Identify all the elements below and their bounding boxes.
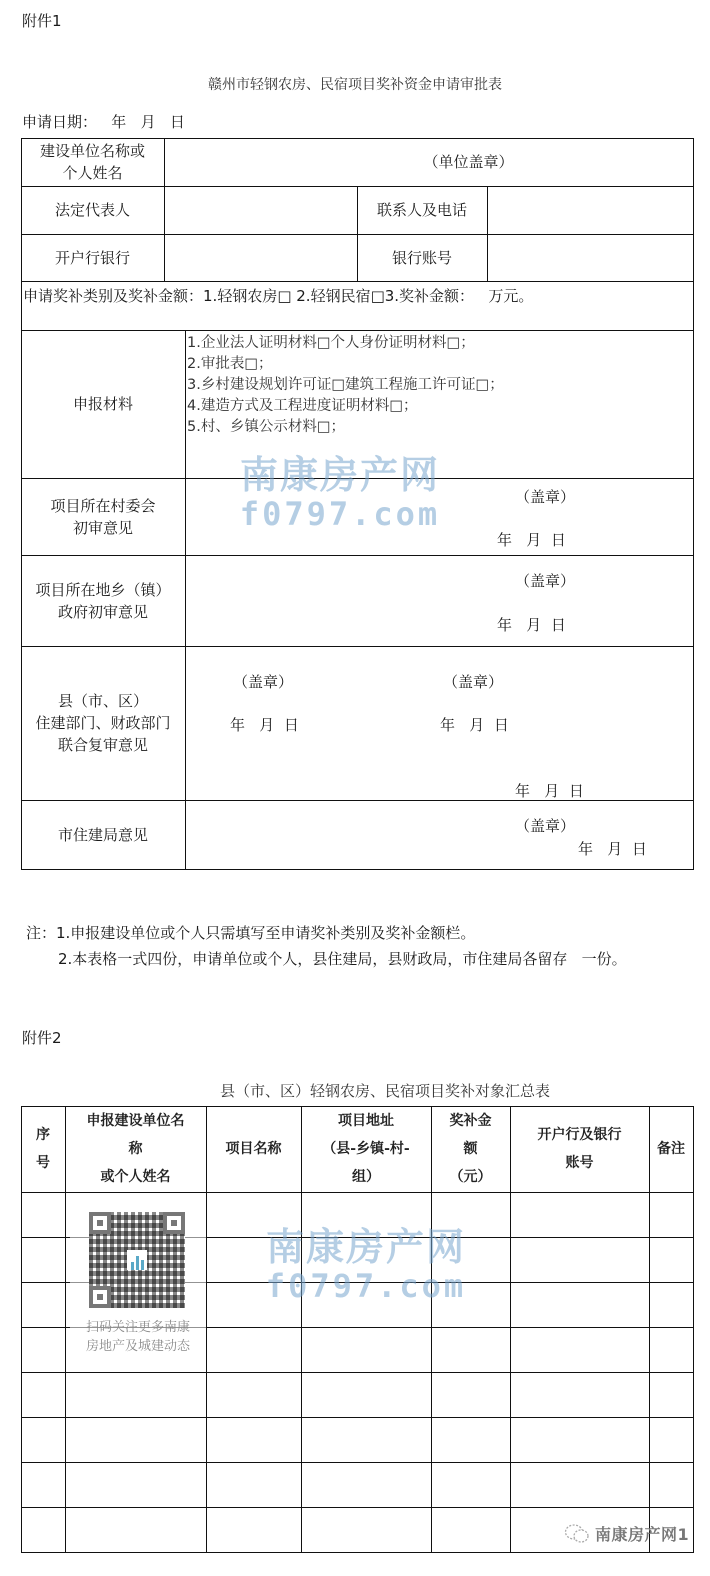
village-seal: （盖章）	[515, 488, 576, 506]
building-logo-icon	[127, 1250, 147, 1270]
city-seal: （盖章）	[515, 817, 576, 835]
account-badge	[564, 1522, 689, 1545]
city-date: 年 月 日	[578, 840, 647, 858]
table-row[interactable]	[22, 1418, 693, 1462]
materials-label: 申报材料	[72, 395, 133, 413]
table-row[interactable]	[22, 1463, 693, 1507]
finance-dept-date: 年 月 日	[440, 716, 509, 734]
legal-rep-label: 法定代表人	[54, 201, 130, 219]
column-header-project-name: 项目名称	[225, 1141, 282, 1157]
material-item[interactable]: 2.审批表□；	[187, 356, 273, 372]
column-header-bank-account: 开户行及银行 账号	[537, 1127, 622, 1171]
bank-field[interactable]	[164, 234, 357, 281]
bank-label: 开户行银行	[54, 248, 130, 267]
account-name: 南康房产网1	[595, 1525, 690, 1544]
account-label: 银行账号	[391, 248, 452, 267]
column-header-index: 序 号	[36, 1127, 50, 1171]
legal-rep-field[interactable]	[164, 186, 357, 234]
county-review-label: 县（市、区） 住建部门、财政部门 联合复审意见	[35, 692, 171, 754]
joint-review-date: 年 月 日	[515, 782, 584, 800]
wechat-icon	[564, 1523, 590, 1545]
material-item[interactable]: 3.乡村建设规划许可证□建筑工程施工许可证□；	[187, 377, 504, 393]
column-header-remarks: 备注	[657, 1141, 685, 1157]
column-header-project-address: 项目地址 （县-乡镇-村- 组）	[322, 1113, 410, 1185]
column-header-applicant: 申报建设单位名 称 或个人姓名	[86, 1113, 185, 1185]
village-review-label: 项目所在村委会 初审意见	[50, 496, 156, 537]
township-date: 年 月 日	[497, 616, 566, 634]
qr-code-icon[interactable]	[89, 1212, 185, 1308]
applicant-name-field[interactable]: （单位盖章）	[423, 153, 514, 171]
township-seal: （盖章）	[515, 572, 576, 590]
note-line-2: 2.本表格一式四份，申请单位或个人，县住建局，县财政局，市住建局各留存 一份。	[58, 950, 627, 968]
finance-dept-seal: （盖章）	[443, 673, 504, 691]
contact-label: 联系人及电话	[376, 201, 467, 219]
material-item[interactable]: 4.建造方式及工程进度证明材料□；	[187, 398, 418, 414]
column-header-subsidy-amount: 奖补金 额 （元）	[449, 1113, 492, 1185]
housing-dept-date: 年 月 日	[230, 716, 299, 734]
watermark-2: 南康房产网 f0797.com	[265, 1225, 467, 1305]
qr-caption: 扫码关注更多南康 房地产及城建动态	[85, 1320, 190, 1354]
attachment-1-label: 附件1	[22, 12, 62, 30]
material-item[interactable]: 1.企业法人证明材料□个人身份证明材料□；	[187, 335, 475, 351]
contact-field[interactable]	[487, 186, 693, 234]
qr-promo	[70, 1202, 206, 1358]
applicant-name-label: 建设单位名称或 个人姓名	[39, 142, 145, 182]
township-review-label: 项目所在地乡（镇） 政府初审意见	[35, 580, 171, 621]
housing-dept-seal: （盖章）	[233, 673, 294, 691]
apply-date: 申请日期： 年 月 日	[22, 113, 185, 131]
summary-table-title: 县（市、区）轻钢农房、民宿项目奖补对象汇总表	[219, 1082, 550, 1100]
village-date: 年 月 日	[497, 531, 566, 549]
material-item[interactable]: 5.村、乡镇公示材料□；	[187, 419, 346, 435]
materials-list	[187, 333, 504, 438]
note-line-1: 注：1.申报建设单位或个人只需填写至申请奖补类别及奖补金额栏。	[26, 924, 476, 942]
subsidy-category-row[interactable]: 申请奖补类别及奖补金额：1.轻钢农房□ 2.轻钢民宿□3.奖补金额： 万元。	[23, 287, 534, 305]
form-title: 赣州市轻钢农房、民宿项目奖补资金申请审批表	[208, 77, 502, 93]
table-row[interactable]	[22, 1373, 693, 1417]
account-field[interactable]	[487, 234, 693, 281]
watermark-1: 南康房产网 f0797.com	[239, 453, 441, 533]
attachment-2-label: 附件2	[22, 1029, 62, 1047]
city-review-label: 市住建局意见	[57, 825, 148, 844]
